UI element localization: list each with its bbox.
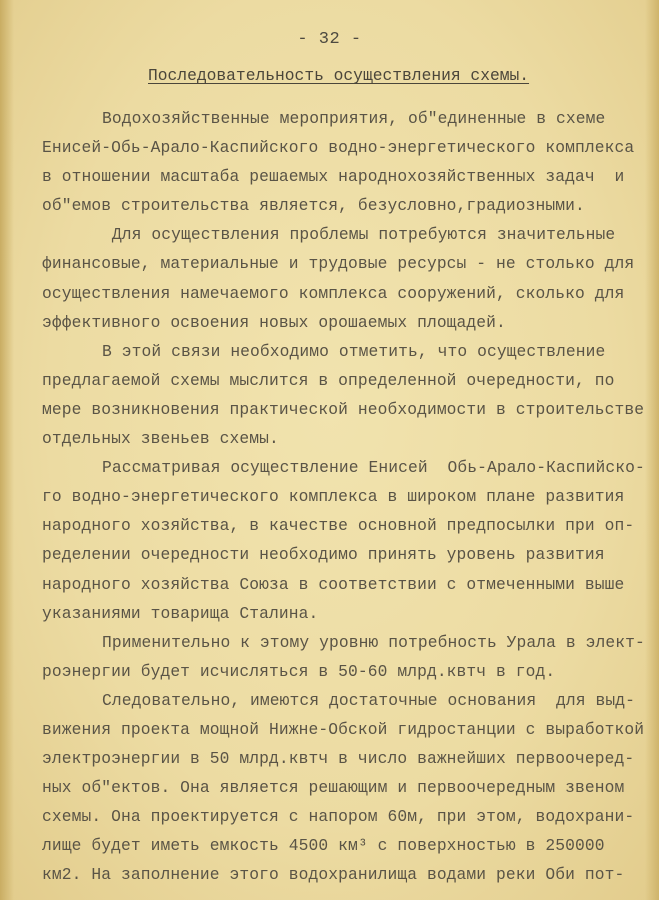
text-line: схемы. Она проектируется с напором 60м, при этом, водохрани-: [42, 807, 635, 827]
text-line: лище будет иметь емкость 4500 км³ с поверхностью в 250000: [42, 836, 605, 856]
text-line: об"емов строительства является, безусловно,градиозными.: [42, 196, 585, 216]
page-number: - 32 -: [297, 30, 362, 49]
text-line: ределении очередности необходимо принять уровень развития: [42, 545, 605, 565]
text-line: вижения проекта мощной Нижне-Обской гидростанции с выработкой: [42, 719, 645, 739]
text-line: Енисей-Обь-Арало-Каспийского водно-энергетического комплекса: [42, 138, 635, 158]
paper-edge-right: [645, 0, 659, 900]
text-line: Применительно к этому уровню потребность Урала в элект-: [102, 632, 645, 652]
text-line: мере возникновения практической необходимости в строительстве: [42, 399, 645, 419]
text-line: го водно-энергетического комплекса в широком плане развития: [42, 487, 625, 507]
text-line: Следовательно, имеются достаточные основания для выд-: [102, 690, 635, 710]
text-line: народного хозяйства Союза в соответствии с отмеченными выше: [42, 574, 625, 594]
paper-edge-left: [0, 0, 14, 900]
text-line: отдельных звеньев схемы.: [42, 429, 279, 449]
text-line: Водохозяйственные мероприятия, об"единенные в схеме: [102, 109, 606, 128]
text-line: эффективного освоения новых орошаемых площадей.: [42, 312, 506, 332]
text-line: км2. На заполнение этого водохранилища водами реки Оби пот-: [42, 865, 625, 885]
text-line: Для осуществления проблемы потребуются значительные: [102, 225, 616, 245]
text-line: электроэнергии в 50 млрд.квтч в число важнейших первоочеред-: [42, 749, 635, 769]
text-line: народного хозяйства, в качестве основной предпосылки при оп-: [42, 516, 635, 536]
text-line: предлагаемой схемы мыслится в определенной очередности, по: [42, 370, 615, 390]
text-line: указаниями товарища Сталина.: [42, 603, 319, 623]
document-body: [42, 104, 645, 890]
text-line: В этой связи необходимо отметить, что осуществление: [102, 341, 606, 361]
text-line: роэнергии будет исчисляться в 50-60 млрд.квтч в год.: [42, 661, 556, 681]
text-line: ных об"ектов. Она является решающим и первоочередным звеном: [42, 778, 625, 798]
text-line: финансовые, материальные и трудовые ресурсы - не столько для: [42, 254, 635, 274]
section-title: Последовательность осуществления схемы.: [148, 66, 530, 85]
text-line: осуществления намечаемого комплекса сооружений, сколько для: [42, 283, 625, 303]
text-line: в отношении масштаба решаемых народнохозяйственных задач и: [42, 167, 625, 187]
text-line: Рассматривая осуществление Енисей Обь-Арало-Каспийско-: [102, 458, 645, 478]
